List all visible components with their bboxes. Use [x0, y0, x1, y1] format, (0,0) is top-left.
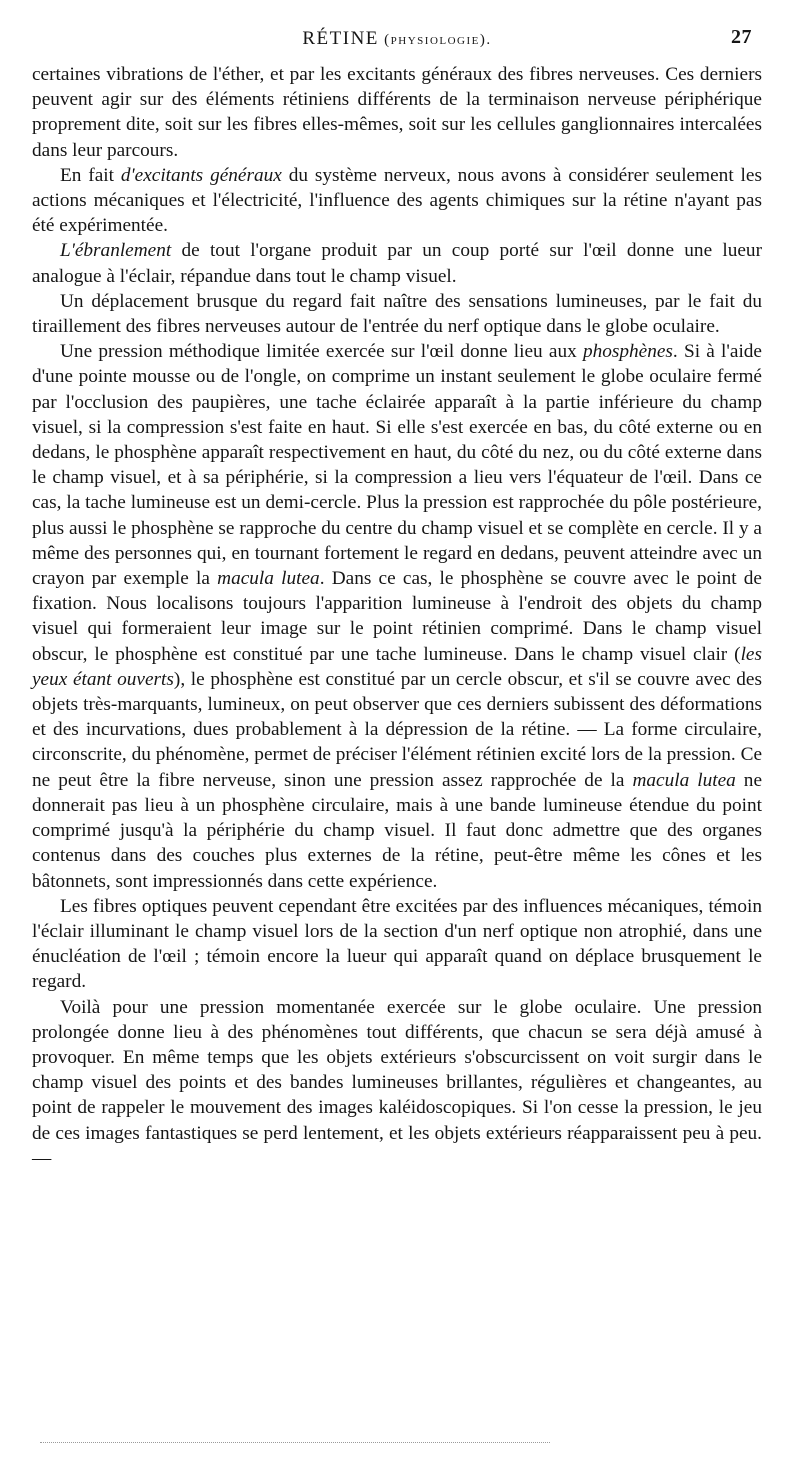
paragraph — [32, 995, 762, 1171]
body-text — [32, 62, 762, 1171]
paragraph — [32, 289, 762, 339]
text-run: Les fibres optiques peuvent cependant être excitées par des influences mécaniques, témoin l'éclair illuminant le champ visuel lors de la section d'un nerf optique non atrophié, dans une énucléation de l'œil ; témoin encore la lueur qui apparaît quand on déplace brusquement le regard. — [32, 895, 762, 993]
paragraph — [32, 163, 762, 239]
paragraph — [32, 62, 762, 163]
text-run: En fait — [60, 164, 121, 186]
text-run: de tout l'organe produit par un coup porté sur l'œil donne une lueur analogue à l'éclair, répandue dans tout le champ visuel. — [32, 240, 762, 287]
running-head-subtitle: (physiologie). — [384, 32, 492, 48]
italic-text: d'excitants généraux — [120, 164, 282, 186]
italic-text: les yeux étant ouverts — [32, 643, 762, 690]
paragraph — [32, 894, 762, 995]
book-page — [32, 26, 762, 1171]
text-run: . Si à l'aide d'une pointe mousse ou de l'ongle, on comprime un instant seulement le globe oculaire fermé par l'occlusion des paupières, une tache éclairée apparaît à la partie inférieure du champ visuel, si la compression s'est faite en haut. Si elle s'est exercée en bas, du côté externe ou en dedans, le phosphène apparaît respectivement en haut, du côté du nez, ou du côté externe dans le champ visuel, et à sa périphérie, si la compression a lieu vers l'équateur de l'œil. Dans ce cas, la tache lumineuse est un demi-cercle. Plus la pression est rapprochée du pôle postérieure, plus aussi le phosphène se rapproche du centre du champ visuel et se complète en cercle. Il y a même des personnes qui, en tournant fortement le regard en dedans, peuvent atteindre avec un crayon par exemple la — [32, 341, 762, 590]
running-head — [32, 28, 762, 50]
text-run: ne donnerait pas lieu à un phosphène circulaire, mais à une bande lumineuse étendue du point comprimé jusqu'à la périphérie du champ visuel. Il faut donc admettre que des organes contenus dans des couches plus externes de la rétine, peut-être même les cônes et les bâtonnets, sont impressionnés dans cette expérience. — [32, 769, 763, 892]
footer-dotted-rule — [40, 1442, 550, 1443]
text-run: . Dans ce cas, le phosphène se couvre avec le point de fixation. Nous localisons toujours l'apparition lumineuse à l'endroit des objets du champ visuel qui formeraient leur image sur le point rétinien comprimé. Dans le champ visuel obscur, le phosphène est constitué par une tache lumineuse. Dans le champ visuel clair ( — [32, 568, 762, 665]
text-run: ), le phosphène est constitué par un cercle obscur, et s'il se couvre avec des objets très-marquants, lumineux, on peut observer que ces derniers subissent des déformations et des incurvations, dues probablement à la dépression de la rétine. — La forme circulaire, circonscrite, du phénomène, permet de préciser l'élément rétinien excité lors de la pression. Ce ne peut être la fibre nerveuse, sinon une pression assez rapprochée de la — [32, 668, 762, 791]
page-number: 27 — [731, 26, 752, 48]
text-run: Voilà pour une pression momentanée exercée sur le globe oculaire. Une pression prolongée donne lieu à des phénomènes tout différents, que chacun se sera déjà amusé à provoquer. En même temps que les objets extérieurs s'obscurcissent on voit surgir dans le champ visuel des points et des bandes lumineuses brillantes, régulières et changeantes, au point de rappeler le mouvement des images kaléidoscopiques. Si l'on cesse la pression, le jeu de ces images fantastiques se perd lentement, et les objets extérieurs réapparaissent peu à peu. — — [32, 996, 762, 1169]
italic-text: phosphènes — [582, 341, 673, 363]
running-head-title: RÉTINE — [302, 28, 379, 49]
italic-text: macula lutea — [632, 769, 736, 791]
paragraph — [32, 238, 762, 288]
italic-text: L'ébranlement — [60, 240, 172, 262]
italic-text: macula lutea — [217, 568, 320, 590]
paragraph — [32, 339, 762, 893]
text-run: Une pression méthodique limitée exercée sur l'œil donne lieu aux — [60, 341, 583, 363]
page-header — [32, 26, 762, 60]
text-run: certaines vibrations de l'éther, et par les excitants généraux des fibres nerveuses. Ces derniers peuvent agir sur des éléments rétiniens différents de la terminaison nerveuse périphérique proprement dite, soit sur les fibres elles-mêmes, soit sur les cellules ganglionnaires intercalées dans leur parcours. — [32, 64, 762, 161]
text-run: du système nerveux, nous avons à considérer seulement les actions mécaniques et l'électricité, l'influence des agents chimiques sur la rétine n'ayant pas été expérimentée. — [32, 164, 762, 237]
text-run: Un déplacement brusque du regard fait naître des sensations lumineuses, par le fait du tiraillement des fibres nerveuses autour de l'entrée du nerf optique dans le globe oculaire. — [32, 290, 762, 338]
